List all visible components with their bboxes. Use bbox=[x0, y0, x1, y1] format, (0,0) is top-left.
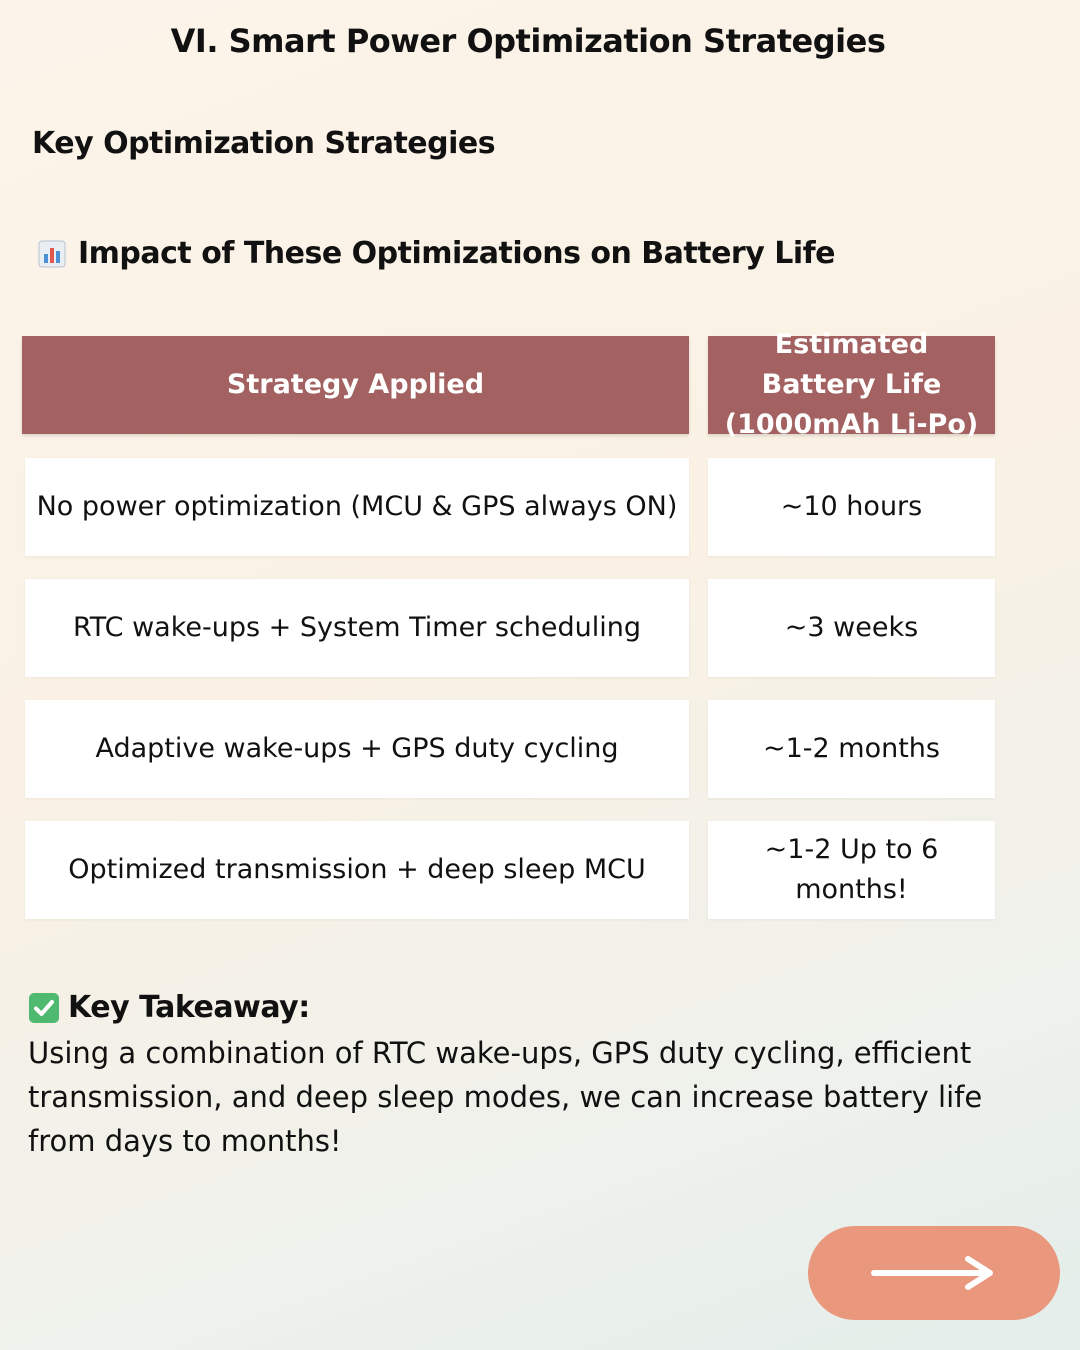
strategy-cell: RTC wake-ups + System Timer scheduling bbox=[25, 579, 689, 677]
battery-life-cell: ~10 hours bbox=[708, 458, 995, 556]
key-takeaway bbox=[28, 990, 1028, 1163]
strategy-cell: Optimized transmission + deep sleep MCU bbox=[25, 821, 689, 919]
header-strategy: Strategy Applied bbox=[22, 336, 689, 434]
next-button[interactable] bbox=[808, 1226, 1060, 1320]
table-row bbox=[22, 579, 998, 677]
takeaway-heading bbox=[28, 990, 1028, 1025]
takeaway-text: Using a combination of RTC wake-ups, GPS duty cycling, efficient transmission, and deep sleep modes, we can increase battery life from days to months! bbox=[28, 1036, 983, 1158]
table-header-row bbox=[22, 329, 998, 440]
section-title: Key Optimization Strategies bbox=[32, 126, 496, 161]
check-mark-icon bbox=[28, 992, 60, 1024]
battery-life-cell: ~3 weeks bbox=[708, 579, 995, 677]
arrow-right-icon bbox=[868, 1251, 1000, 1295]
header-battery-life: Estimated Battery Life (1000mAh Li-Po) bbox=[708, 336, 995, 434]
battery-life-table bbox=[22, 329, 998, 942]
battery-life-cell: ~1-2 Up to 6 months! bbox=[708, 821, 995, 919]
strategy-cell: Adaptive wake-ups + GPS duty cycling bbox=[25, 700, 689, 798]
table-row bbox=[22, 458, 998, 556]
bar-chart-icon bbox=[38, 240, 66, 268]
battery-life-cell: ~1-2 months bbox=[708, 700, 995, 798]
impact-title-text: Impact of These Optimizations on Battery Life bbox=[78, 236, 836, 271]
table-row bbox=[22, 700, 998, 798]
page-title: VI. Smart Power Optimization Strategies bbox=[170, 22, 886, 60]
strategy-cell: No power optimization (MCU & GPS always ON) bbox=[25, 458, 689, 556]
table-row bbox=[22, 821, 998, 919]
impact-heading bbox=[38, 236, 835, 271]
takeaway-heading-text: Key Takeaway: bbox=[68, 990, 310, 1025]
